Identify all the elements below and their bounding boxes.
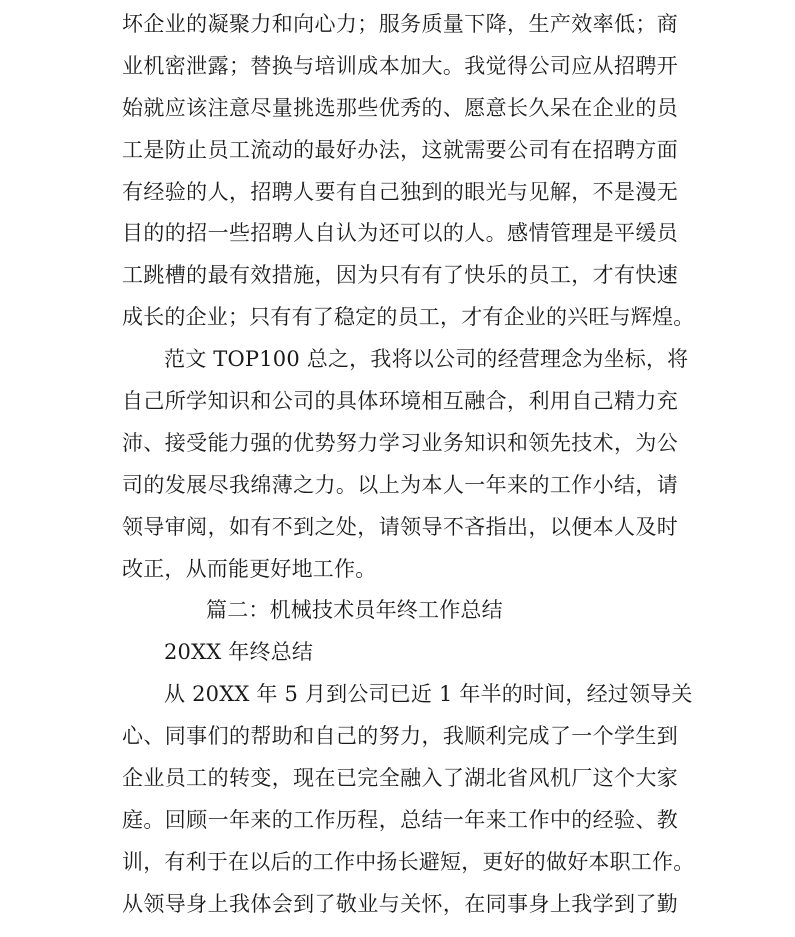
document-body bbox=[122, 4, 695, 926]
paragraph-1-line: 工是防止员工流动的最好办法，这就需要公司有在招聘方面 bbox=[122, 137, 678, 162]
paragraph-1-line: 有经验的人，招聘人要有自己独到的眼光与见解，不是漫无 bbox=[122, 179, 678, 204]
paragraph-3-line: 从领导身上我体会到了敬业与关怀，在同事身上我学到了勤 bbox=[122, 891, 678, 916]
paragraph-2-line: 范文 TOP100 总之，我将以公司的经营理念为坐标，将 bbox=[164, 347, 689, 372]
paragraph-2 bbox=[122, 339, 689, 590]
paragraph-3-line: 心、同事们的帮助和自己的努力，我顺利完成了一个学生到 bbox=[122, 724, 678, 749]
paragraph-3-line: 企业员工的转变，现在已完全融入了湖北省风机厂这个大家 bbox=[122, 766, 678, 791]
paragraph-2-line: 改正，从而能更好地工作。 bbox=[122, 556, 377, 581]
paragraph-1-line: 成长的企业；只有有了稳定的员工，才有企业的兴旺与辉煌。 bbox=[122, 305, 695, 330]
paragraph-1-line: 业机密泄露；替换与培训成本加大。我觉得公司应从招聘开 bbox=[122, 53, 678, 78]
paragraph-3-line: 训，有利于在以后的工作中扬长避短，更好的做好本职工作。 bbox=[122, 849, 695, 874]
paragraph-2-line: 沛、接受能力强的优势努力学习业务知识和领先技术，为公 bbox=[122, 430, 678, 455]
subheading: 20XX 年终总结 bbox=[164, 640, 314, 665]
paragraph-1-line: 坏企业的凝聚力和向心力；服务质量下降，生产效率低；商 bbox=[122, 12, 678, 36]
section-heading: 篇二：机械技术员年终工作总结 bbox=[206, 598, 503, 623]
paragraph-1-line: 始就应该注意尽量挑选那些优秀的、愿意长久呆在企业的员 bbox=[122, 95, 678, 120]
paragraph-3-line: 庭。回顾一年来的工作历程，总结一年来工作中的经验、教 bbox=[122, 807, 678, 832]
paragraph-2-line: 自己所学知识和公司的具体环境相互融合，利用自己精力充 bbox=[122, 389, 678, 414]
paragraph-2-line: 司的发展尽我绵薄之力。以上为本人一年来的工作小结，请 bbox=[122, 472, 678, 497]
paragraph-3-line: 从 20XX 年 5 月到公司已近 1 年半的时间，经过领导关 bbox=[164, 682, 693, 707]
paragraph-1 bbox=[122, 4, 695, 339]
paragraph-3 bbox=[122, 674, 695, 925]
paragraph-1-line: 工跳槽的最有效措施，因为只有有了快乐的员工，才有快速 bbox=[122, 263, 678, 288]
paragraph-1-line: 目的的招一些招聘人自认为还可以的人。感情管理是平缓员 bbox=[122, 221, 678, 246]
paragraph-2-line: 领导审阅，如有不到之处，请领导不吝指出，以便本人及时 bbox=[122, 514, 678, 539]
